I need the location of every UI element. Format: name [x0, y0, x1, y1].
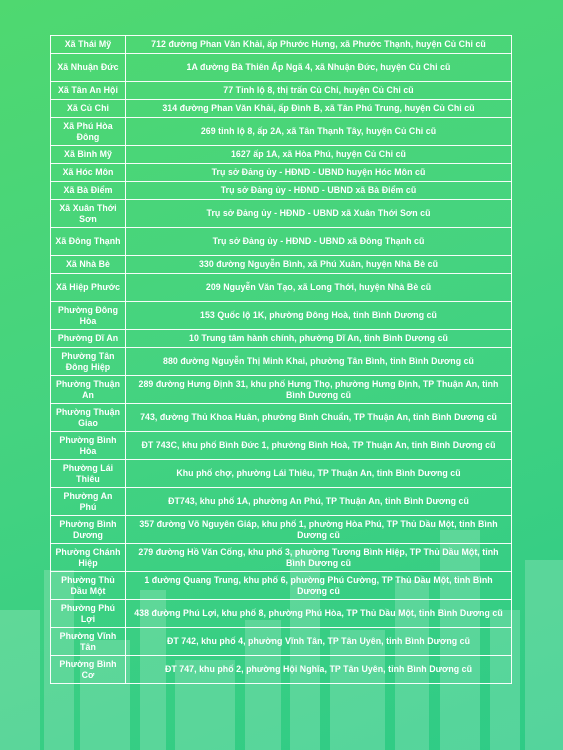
table-row: [51, 274, 512, 302]
unit-name-cell: Phường Bình Hòa: [51, 432, 126, 460]
address-cell: 153 Quốc lộ 1K, phường Đông Hoà, tỉnh Bình Dương cũ: [126, 302, 512, 330]
unit-name-cell: Xã Nhà Bè: [51, 256, 126, 274]
table-row: [51, 54, 512, 82]
table-row: [51, 330, 512, 348]
address-cell: 880 đường Nguyễn Thị Minh Khai, phường Tân Bình, tỉnh Bình Dương cũ: [126, 348, 512, 376]
unit-name-cell: Phường An Phú: [51, 488, 126, 516]
table-row: [51, 600, 512, 628]
unit-name-cell: Phường Đông Hòa: [51, 302, 126, 330]
table-row: [51, 200, 512, 228]
unit-name-cell: Xã Tân An Hội: [51, 82, 126, 100]
address-cell: ĐT 747, khu phố 2, phường Hội Nghĩa, TP Tân Uyên, tỉnh Bình Dương cũ: [126, 656, 512, 684]
table-row: [51, 164, 512, 182]
address-cell: 1 đường Quang Trung, khu phố 6, phường Phú Cường, TP Thủ Dầu Một, tỉnh Bình Dương cũ: [126, 572, 512, 600]
address-cell: 314 đường Phan Văn Khải, ấp Đình B, xã Tân Phú Trung, huyện Củ Chi cũ: [126, 100, 512, 118]
table-row: [51, 488, 512, 516]
address-cell: 743, đường Thủ Khoa Huân, phường Bình Chuẩn, TP Thuận An, tỉnh Bình Dương cũ: [126, 404, 512, 432]
table-row: [51, 432, 512, 460]
table-row: [51, 100, 512, 118]
office-address-table: [50, 35, 512, 684]
table-row: [51, 302, 512, 330]
table-row: [51, 404, 512, 432]
unit-name-cell: Xã Hiệp Phước: [51, 274, 126, 302]
unit-name-cell: Xã Hóc Môn: [51, 164, 126, 182]
table-row: [51, 36, 512, 54]
unit-name-cell: Xã Nhuận Đức: [51, 54, 126, 82]
address-cell: 209 Nguyễn Văn Tạo, xã Long Thới, huyện Nhà Bè cũ: [126, 274, 512, 302]
unit-name-cell: Phường Lái Thiêu: [51, 460, 126, 488]
table-row: [51, 118, 512, 146]
table-row: [51, 628, 512, 656]
unit-name-cell: Xã Bà Điểm: [51, 182, 126, 200]
table-row: [51, 572, 512, 600]
table-row: [51, 376, 512, 404]
table-row: [51, 82, 512, 100]
address-cell: 1A đường Bà Thiên Ấp Ngã 4, xã Nhuận Đức, huyện Củ Chi cũ: [126, 54, 512, 82]
address-cell: 289 đường Hưng Định 31, khu phố Hưng Thọ, phường Hưng Định, TP Thuận An, tỉnh Bình Dương cũ: [126, 376, 512, 404]
address-cell: 330 đường Nguyễn Bình, xã Phú Xuân, huyện Nhà Bè cũ: [126, 256, 512, 274]
unit-name-cell: Xã Bình Mỹ: [51, 146, 126, 164]
office-address-table-container: [50, 35, 512, 684]
address-cell: 438 đường Phú Lợi, khu phố 8, phường Phú Hòa, TP Thủ Dầu Một, tỉnh Bình Dương cũ: [126, 600, 512, 628]
unit-name-cell: Xã Đông Thạnh: [51, 228, 126, 256]
address-cell: 269 tỉnh lộ 8, ấp 2A, xã Tân Thạnh Tây, huyện Củ Chi cũ: [126, 118, 512, 146]
unit-name-cell: Phường Chánh Hiệp: [51, 544, 126, 572]
address-cell: Trụ sở Đảng ủy - HĐND - UBND xã Xuân Thới Sơn cũ: [126, 200, 512, 228]
table-row: [51, 228, 512, 256]
address-cell: 77 Tỉnh lộ 8, thị trấn Củ Chi, huyện Củ Chi cũ: [126, 82, 512, 100]
address-cell: 712 đường Phan Văn Khải, ấp Phước Hưng, xã Phước Thạnh, huyện Củ Chi cũ: [126, 36, 512, 54]
address-cell: 279 đường Hồ Văn Cống, khu phố 3, phường Tương Bình Hiệp, TP Thủ Dầu Một, tỉnh Bình Dương cũ: [126, 544, 512, 572]
unit-name-cell: Phường Tân Đông Hiệp: [51, 348, 126, 376]
unit-name-cell: Phường Thuận An: [51, 376, 126, 404]
address-cell: 357 đường Võ Nguyên Giáp, khu phố 1, phường Hòa Phú, TP Thủ Dầu Một, tỉnh Bình Dương cũ: [126, 516, 512, 544]
address-cell: ĐT 742, khu phố 4, phường Vĩnh Tân, TP Tân Uyên, tỉnh Bình Dương cũ: [126, 628, 512, 656]
table-row: [51, 256, 512, 274]
address-cell: Trụ sở Đảng ủy - HĐND - UBND xã Bà Điểm cũ: [126, 182, 512, 200]
address-cell: 10 Trung tâm hành chính, phường Dĩ An, tỉnh Bình Dương cũ: [126, 330, 512, 348]
table-row: [51, 516, 512, 544]
table-row: [51, 146, 512, 164]
address-cell: ĐT743, khu phố 1A, phường An Phú, TP Thuận An, tỉnh Bình Dương cũ: [126, 488, 512, 516]
unit-name-cell: Phường Dĩ An: [51, 330, 126, 348]
address-cell: ĐT 743C, khu phố Bình Đức 1, phường Bình Hoà, TP Thuận An, tỉnh Bình Dương cũ: [126, 432, 512, 460]
address-cell: Trụ sở Đảng ủy - HĐND - UBND xã Đông Thạnh cũ: [126, 228, 512, 256]
address-cell: Trụ sở Đảng ủy - HĐND - UBND huyện Hóc Môn cũ: [126, 164, 512, 182]
unit-name-cell: Xã Thái Mỹ: [51, 36, 126, 54]
unit-name-cell: Phường Thủ Dầu Một: [51, 572, 126, 600]
address-cell: Khu phố chợ, phường Lái Thiêu, TP Thuận An, tỉnh Bình Dương cũ: [126, 460, 512, 488]
unit-name-cell: Xã Củ Chi: [51, 100, 126, 118]
table-row: [51, 656, 512, 684]
unit-name-cell: Phường Bình Cơ: [51, 656, 126, 684]
table-row: [51, 348, 512, 376]
unit-name-cell: Phường Bình Dương: [51, 516, 126, 544]
table-row: [51, 544, 512, 572]
unit-name-cell: Phường Thuận Giao: [51, 404, 126, 432]
unit-name-cell: Xã Xuân Thới Sơn: [51, 200, 126, 228]
unit-name-cell: Xã Phú Hòa Đông: [51, 118, 126, 146]
unit-name-cell: Phường Vĩnh Tân: [51, 628, 126, 656]
address-cell: 1627 ấp 1A, xã Hòa Phú, huyện Củ Chi cũ: [126, 146, 512, 164]
unit-name-cell: Phường Phú Lợi: [51, 600, 126, 628]
table-row: [51, 460, 512, 488]
table-row: [51, 182, 512, 200]
